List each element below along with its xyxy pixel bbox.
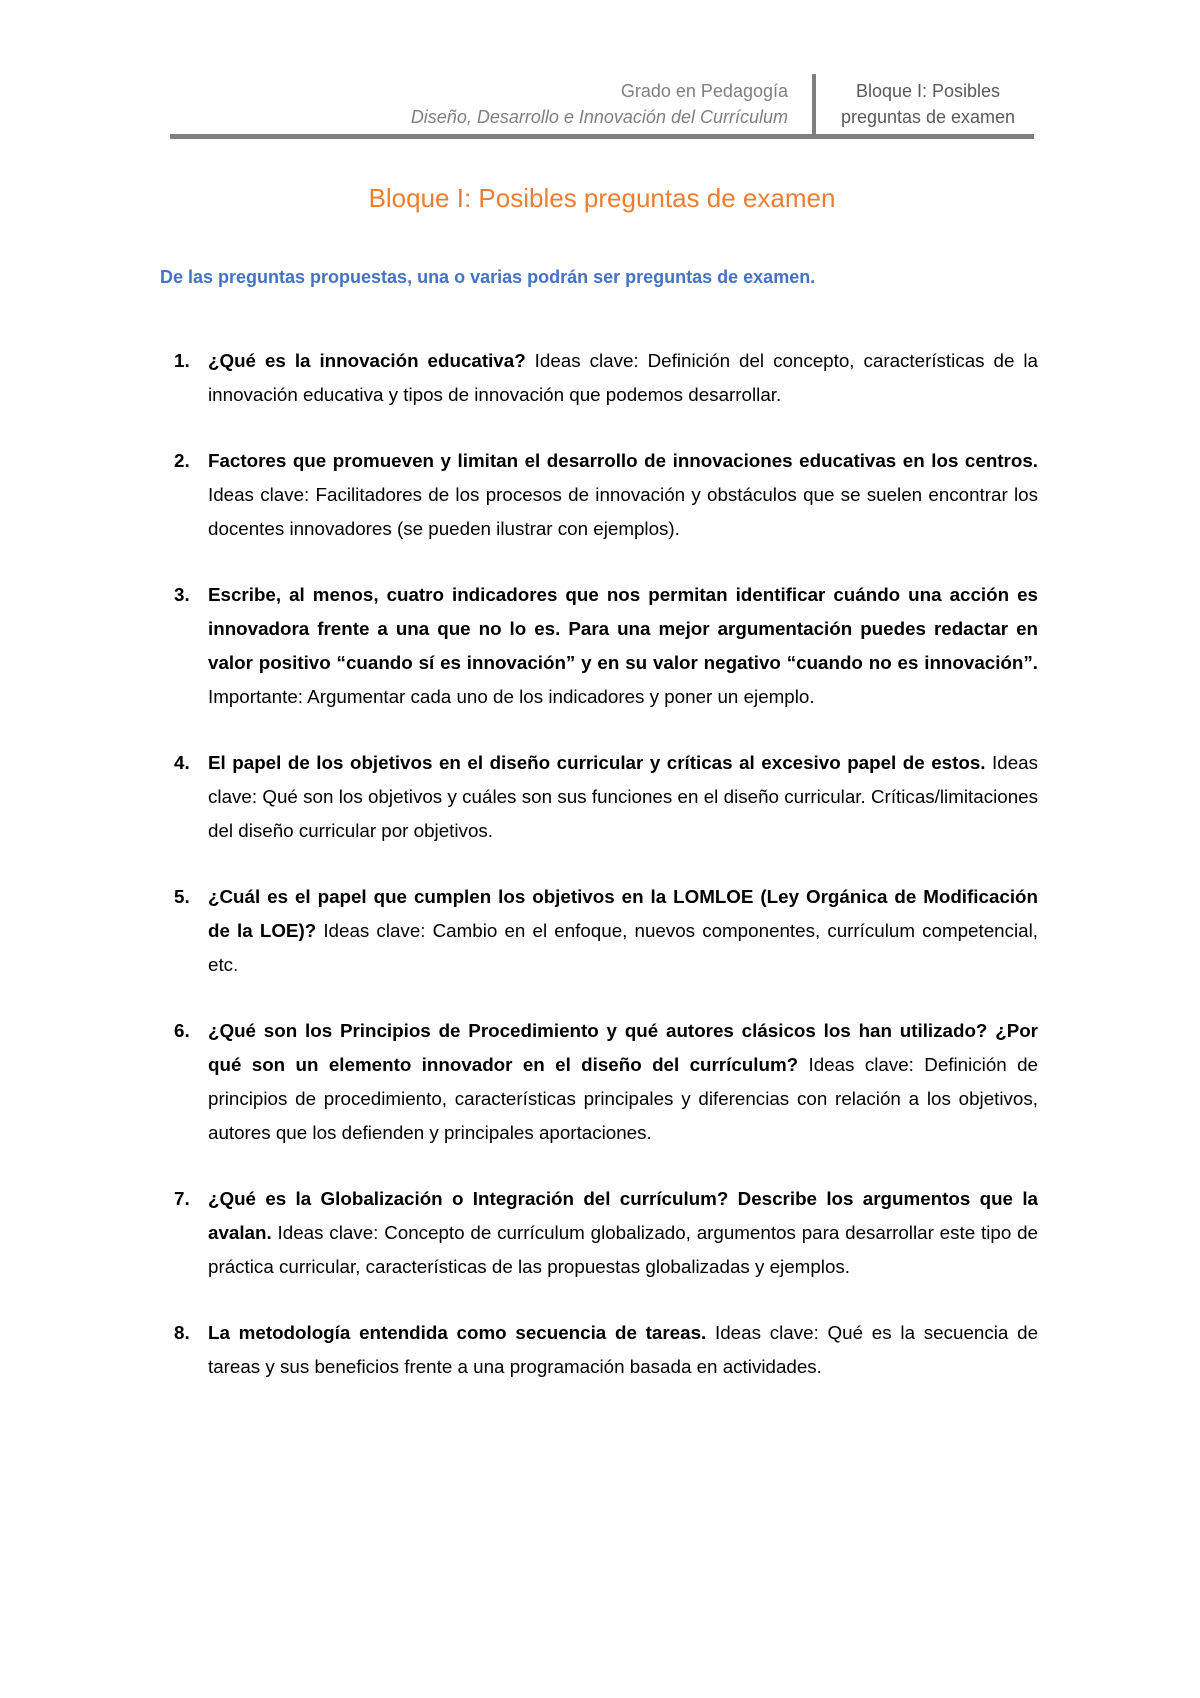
- question-list: [166, 344, 1038, 1416]
- page-title: Bloque I: Posibles preguntas de examen: [368, 183, 836, 213]
- question-text: Factores que promueven y limitan el desarrollo de innovaciones educativas en los centros.: [208, 450, 1038, 471]
- question-number: 7.: [174, 1188, 190, 1209]
- header-block-line-2: preguntas de examen: [840, 107, 1016, 127]
- header-subject: Diseño, Desarrollo e Innovación del Currículum: [410, 107, 788, 127]
- question-number: 4.: [174, 752, 190, 773]
- question-text: ¿Qué son los Principios de Procedimiento y qué autores clásicos los han utilizado? ¿Por qué son un elemento innovador en el diseño del currículum?: [208, 1020, 1038, 1075]
- question-text: ¿Qué es la Globalización o Integración del currículum? Describe los argumentos que la avalan.: [208, 1188, 1038, 1243]
- question-text: Escribe, al menos, cuatro indicadores que nos permitan identificar cuándo una acción es innovadora frente a una que no lo es. Para una mejor argumentación puedes redactar en valor positivo “cuando sí es innovación” y en su valor negativo “cuando no es innovación”.: [208, 584, 1038, 673]
- question-text: ¿Qué es la innovación educativa?: [208, 350, 526, 371]
- header-divider: [812, 74, 816, 134]
- question-item-5: [166, 880, 1038, 982]
- intro-text: De las preguntas propuestas, una o varias podrán ser preguntas de examen.: [160, 267, 816, 287]
- question-ideas: Ideas clave: Definición de principios de procedimiento, características principales y diferencias con relación a los objetivos, autores que los defienden y principales aportaciones.: [208, 1054, 1038, 1143]
- question-ideas: Ideas clave: Qué son los objetivos y cuáles son sus funciones en el diseño curricular. Críticas/limitaciones del diseño curricular por objetivos.: [208, 752, 1038, 841]
- question-ideas: Ideas clave: Definición del concepto, características de la innovación educativa y tipos de innovación que podemos desarrollar.: [208, 350, 1038, 405]
- question-text: ¿Cuál es el papel que cumplen los objetivos en la LOMLOE (Ley Orgánica de Modificación de la LOE)?: [208, 886, 1038, 941]
- question-item-6: [166, 1014, 1038, 1150]
- question-number: 2.: [174, 450, 190, 471]
- question-ideas: Importante: Argumentar cada uno de los indicadores y poner un ejemplo.: [208, 686, 815, 707]
- question-ideas: Ideas clave: Facilitadores de los procesos de innovación y obstáculos que se suelen encontrar los docentes innovadores (se pueden ilustrar con ejemplos).: [208, 484, 1038, 539]
- question-number: 6.: [174, 1020, 190, 1041]
- question-number: 5.: [174, 886, 190, 907]
- question-ideas: Ideas clave: Qué es la secuencia de tareas y sus beneficios frente a una programación basada en actividades.: [208, 1322, 1039, 1377]
- header-course-info: [411, 78, 788, 130]
- header-block-label: [826, 78, 1030, 130]
- question-item-1: [166, 344, 1038, 412]
- question-item-3: [166, 578, 1038, 714]
- question-item-2: [166, 444, 1038, 546]
- header-block-line-1: Bloque I: Posibles: [855, 81, 1001, 101]
- question-item-8: [166, 1316, 1038, 1384]
- header-rule: [170, 134, 1034, 139]
- question-text: La metodología entendida como secuencia de tareas.: [208, 1322, 707, 1343]
- question-item-7: [166, 1182, 1038, 1284]
- question-text: El papel de los objetivos en el diseño curricular y críticas al excesivo papel de estos.: [208, 752, 986, 773]
- question-ideas: Ideas clave: Cambio en el enfoque, nuevos componentes, currículum competencial, etc.: [208, 920, 1038, 975]
- header-course: Grado en Pedagogía: [620, 81, 788, 101]
- question-number: 1.: [174, 350, 190, 371]
- question-item-4: [166, 746, 1038, 848]
- question-ideas: Ideas clave: Concepto de currículum globalizado, argumentos para desarrollar este tipo de práctica curricular, características de las propuestas globalizadas y ejemplos.: [208, 1222, 1038, 1277]
- question-number: 3.: [174, 584, 190, 605]
- question-number: 8.: [174, 1322, 190, 1343]
